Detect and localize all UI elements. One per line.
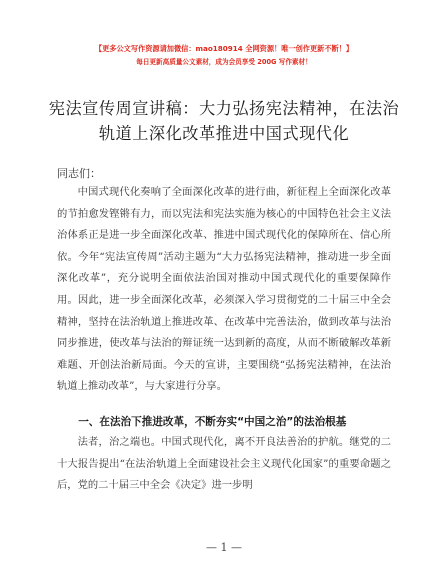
- paragraph-section-1: 法者，治之端也。中国式现代化，离不开良法善治的护航。继党的二十大报告提出“在法治轨道上全面建设社会主义现代化国家”的重要命题之后，党的二十届三中全会《决定》进一步明: [57, 436, 391, 492]
- paragraph-intro: 中国式现代化奏响了全面深化改革的进行曲，新征程上全面深化改革的节拍愈发铿锵有力，而以宪法和宪法实施为核心的中国特色社会主义法治体系正是进一步全面深化改革、推进中国式现代化的保障所在、信心所依。今年“宪法宣传周”活动主题为“大力弘扬宪法精神，推动进一步全面深化改革”，充分说明全面依法治国对推动中国式现代化的重要保障作用。因此，进一步全面深化改革，必须深入学习贯彻党的二十届三中全会精神，坚持在法治轨道上推进改革、在改革中完善法治，做到改革与法治同步推进，使改革与法治的辩证统一达到新的高度，从而不断破解改革新难题、开创法治新局面。今天的宣讲，主要围绕“弘扬宪法精神，在法治轨道上推动改革”，与大家进行分享。: [57, 186, 391, 393]
- promo-banner-line-2: 每日更新高质量公文素材，成为会员享受 200G 写作素材！: [136, 58, 312, 66]
- page-number: — 1 —: [206, 541, 242, 554]
- section-heading-1: 一、在法治下推进改革，不断夯实“中国之治”的法治根基: [78, 416, 347, 428]
- salutation: 同志们：: [57, 167, 101, 180]
- promo-banner-line-1: 【更多公文写作资源请加微信：mao180914 全网资源！唯一创作更新不断！】: [94, 44, 354, 53]
- document-title: 宪法宣传周宣讲稿：大力弘扬宪法精神，在法治轨道上深化改革推进中国式现代化: [48, 99, 400, 143]
